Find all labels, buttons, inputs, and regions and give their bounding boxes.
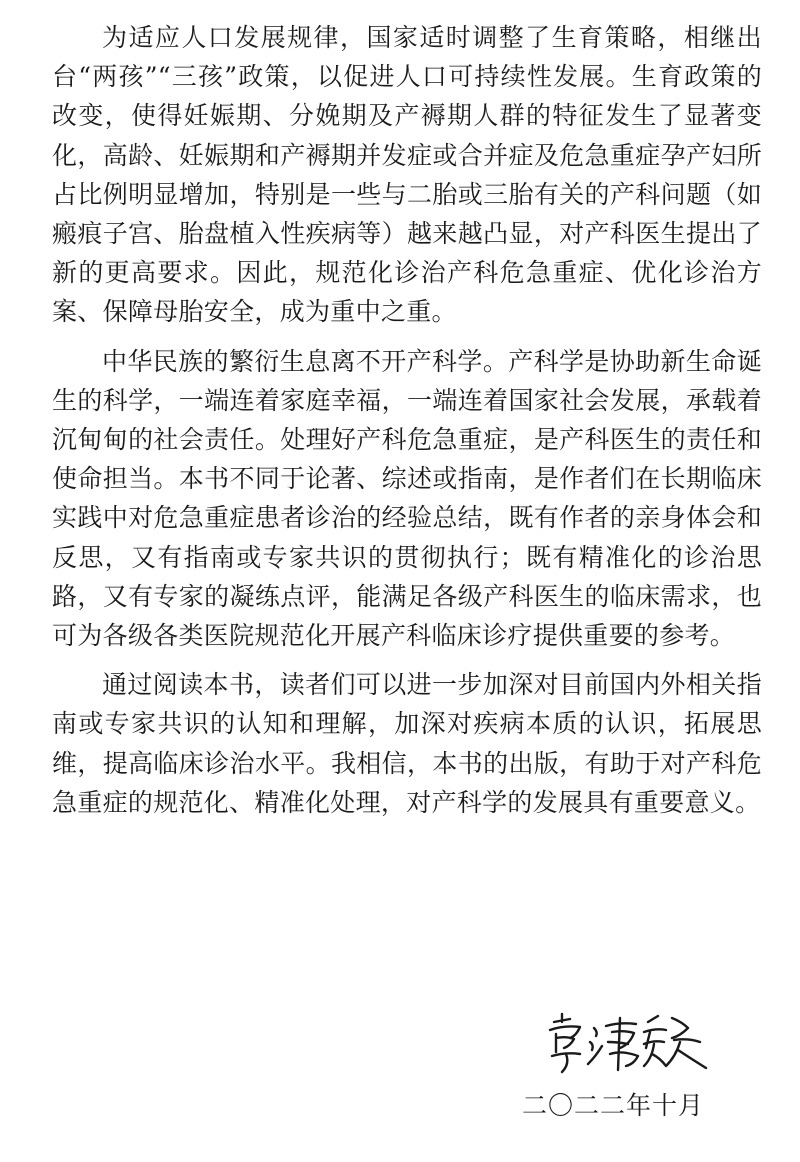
paragraph-1: 为适应人口发展规律，国家适时调整了生育策略，相继出台“两孩”“三孩”政策，以促进人口可持续性发展。生育政策的改变，使得妊娠期、分娩期及产褥期人群的特征发生了显著变化，高龄、妊娠期和产褥期并发症或合并症及危急重症孕产妇所占比例明显增加，特别是一些与二胎或三胎有关的产科问题（如瘢痕子宫、胎盘植入性疾病等）越来越凸显，对产科医生提出了新的更高要求。因此，规范化诊治产科危急重症、优化诊治方案、保障母胎安全，成为重中之重。 <box>52 23 762 327</box>
paragraph-3: 通过阅读本书，读者们可以进一步加深对目前国内外相关指南或专家共识的认知和理解，加深对疾病本质的认识，拓展思维，提高临床诊治水平。我相信，本书的出版，有助于对产科危急重症的规范化、精准化处理，对产科学的发展具有重要意义。 <box>52 670 762 817</box>
paragraph-2: 中华民族的繁衍生息离不开产科学。产科学是协助新生命诞生的科学，一端连着家庭幸福，一端连着国家社会发展，承载着沉甸甸的社会责任。处理好产科危急重症，是产科医生的责任和使命担当。本书不同于论著、综述或指南，是作者们在长期临床实践中对危急重症患者诊治的经验总结，既有作者的亲身体会和反思，又有指南或专家共识的贯彻执行；既有精准化的诊治思路，又有专家的凝练点评，能满足各级产科医生的临床需求，也可为各级各类医院规范化开展产科临床诊疗提供重要的参考。 <box>52 346 762 651</box>
date-line: 二〇二二年十月 <box>522 1091 705 1120</box>
handwritten-signature-icon <box>540 1008 710 1078</box>
preface-body <box>52 18 762 822</box>
